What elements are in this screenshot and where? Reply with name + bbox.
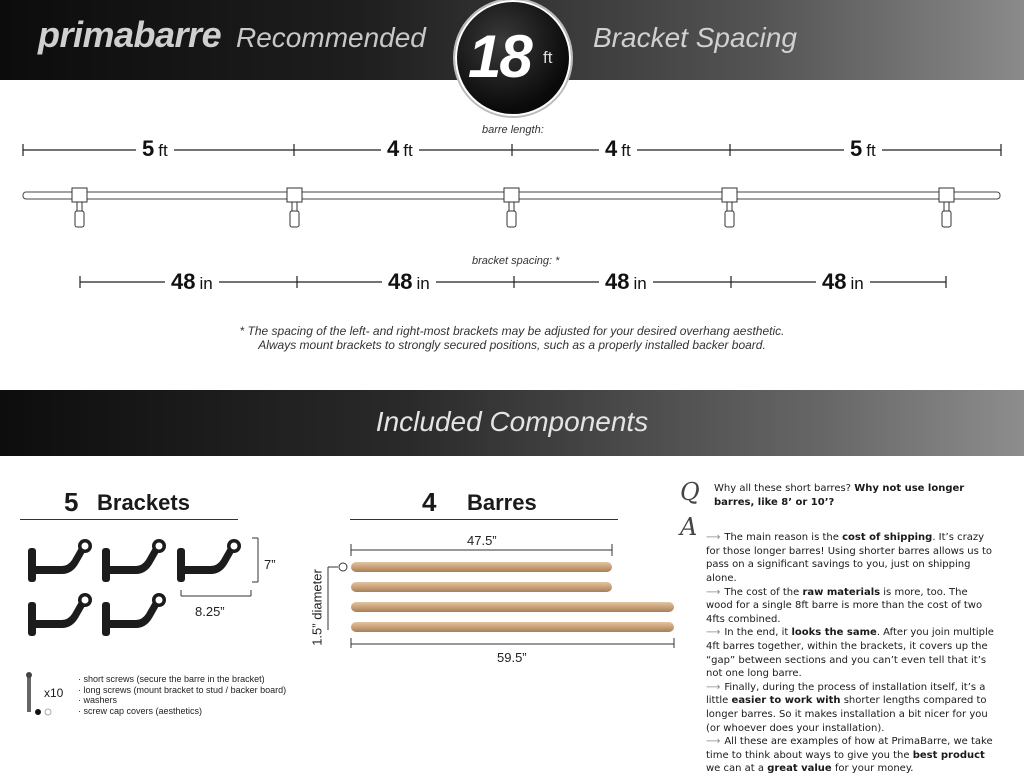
spacing-segment-1: 48 in [165,269,219,295]
bracket-1 [72,188,87,227]
barre-segment-3: 4 ft [599,136,637,162]
hardware-item: · washers [78,695,118,705]
hardware-multiplier: x10 [44,686,64,700]
diameter-marker [328,563,347,630]
barres-label: Barres [467,490,537,515]
spacing-note-line1: * The spacing of the left- and right-most brackets may be adjusted for your desired overhang aesthetic. [239,324,785,338]
spacing-segment-4: 48 in [816,269,870,295]
bracket-spacing-label: bracket spacing: * [472,255,560,267]
bracket-height: 7” [264,557,276,572]
barre-segment-2: 4 ft [381,136,419,162]
bracket-3 [504,188,519,227]
barre-long-1 [351,602,674,612]
bracket-image-1 [28,539,92,582]
bracket-2 [287,188,302,227]
faq-answer-4: ⟶ Finally, during the process of installation itself, it’s a little easier to work with shorter lengths compared to longer barres. So it makes installation a bit nicer for you (or whoever does your installation). [706,681,988,734]
barre-long-2 [351,622,674,632]
faq-block [706,482,994,776]
bracket-image-2 [102,539,166,582]
barre-short-2 [351,582,612,592]
barres-illustration [310,540,690,650]
bracket-depth: 8.25” [195,604,225,619]
spacing-segment-3: 48 in [599,269,653,295]
brackets-label: Brackets [97,490,190,515]
brackets-illustration [20,532,290,652]
spacing-segment-2: 48 in [382,269,436,295]
q-letter: Q [680,478,700,506]
brackets-count: 5 [64,487,79,517]
hardware-item: · short screws (secure the barre in the bracket) [78,674,265,684]
bracket-5 [939,188,954,227]
long-barre-dimension [351,638,674,648]
hardware-item: · screw cap covers (aesthetics) [78,705,203,716]
bracket-image-3 [177,539,241,582]
brackets-divider [20,519,238,520]
barres-count: 4 [422,487,437,517]
spacing-note-line2: Always mount brackets to strongly secured positions, such as a properly installed backer board. [258,338,766,352]
long-barre-length: 59.5” [497,650,527,665]
faq-answer-2: ⟶ The cost of the raw materials is more, too. The wood for a single 8ft barre is more than the cost of two 4fts combined. [706,586,983,625]
barre-short-1 [351,562,612,572]
short-barre-length: 47.5” [467,533,497,548]
barre-diameter: 1.5” diameter [309,569,325,646]
faq-question: Why all these short barres? Why not use longer barres, like 8’ or 10’? [714,483,965,508]
bracket-4 [722,188,737,227]
faq-answer-5: ⟶ All these are examples of how at PrimaBarre, we take time to think about ways to give you the best product we can at a great value for your money. [706,736,993,775]
a-letter: A [680,513,698,541]
hardware-list [78,674,286,716]
length-unit: ft [543,48,553,67]
components-title: Included Components [375,406,649,437]
header-recommended: Recommended [236,22,426,53]
brand-logo: primabarre [38,14,222,55]
barre-length-label: barre length: [482,124,544,136]
barres-divider [350,519,618,520]
bracket-image-4 [28,593,92,636]
faq-answer-1: ⟶ The main reason is the cost of shipping. It’s crazy for those longer barres! Using shorter barres allows us to pass on a significant savings to you, just on shipping alone. [706,532,993,584]
barre-segment-4: 5 ft [844,136,882,162]
hardware-item: · long screws (mount bracket to stud / backer board) [78,684,287,695]
header-bracket-spacing: Bracket Spacing [593,22,797,53]
length-number: 18 [468,23,531,90]
faq-answer-3: ⟶ In the end, it looks the same. After you join multiple 4ft barres together, within the brackets, it covers up the “gap” between sections and you can’t even tell that it’s not one long barre. [706,627,994,680]
barre-segment-1: 5 ft [136,136,174,162]
bracket-image-5 [102,593,166,636]
